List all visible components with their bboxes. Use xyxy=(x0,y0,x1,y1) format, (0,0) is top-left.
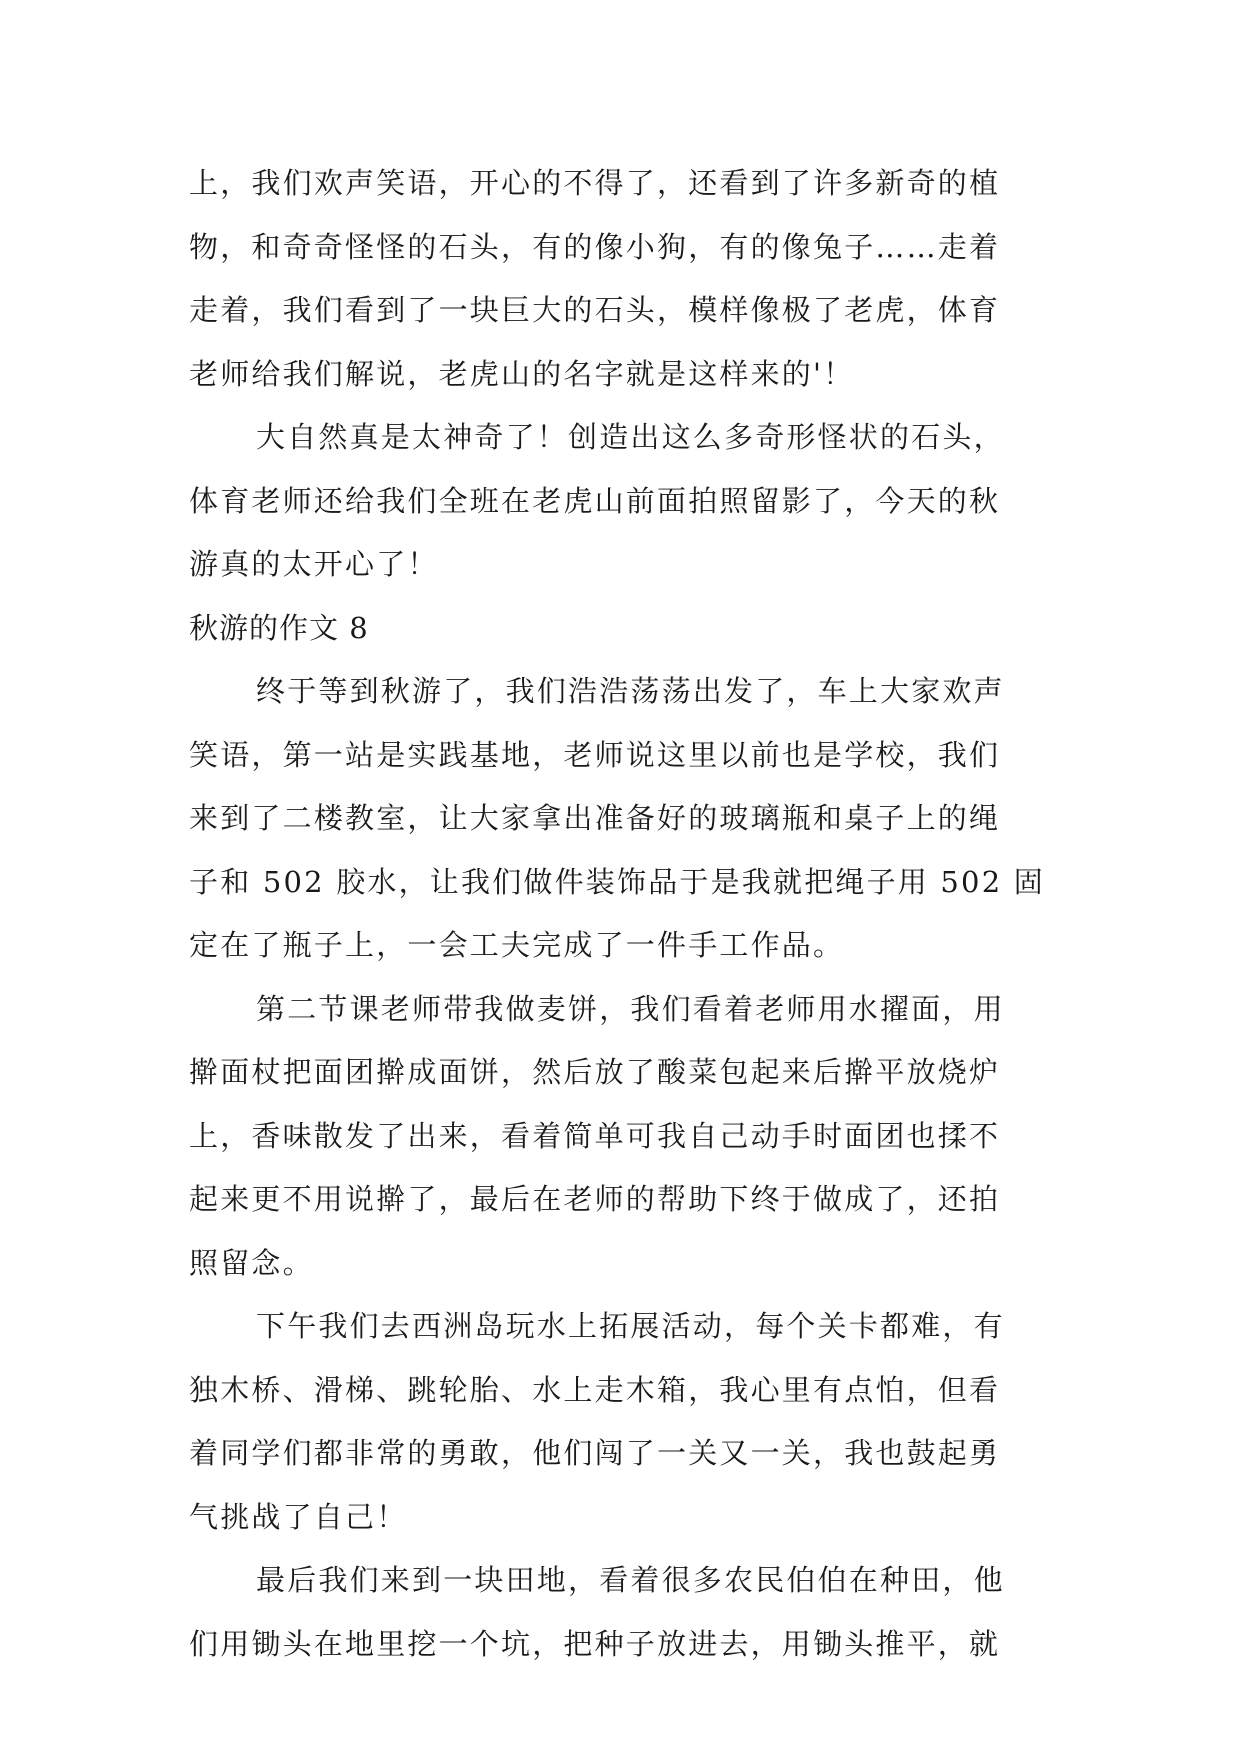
text-line: 们用锄头在地里挖一个坑，把种子放进去，用锄头推平，就 xyxy=(189,1626,1001,1661)
document-page xyxy=(189,152,1057,1676)
section-title: 秋游的作文 8 xyxy=(189,610,369,645)
text-line: 老师给我们解说，老虎山的名字就是这样来的'！ xyxy=(189,356,855,391)
text-line: 上，香味散发了出来，看着简单可我自己动手时面团也揉不 xyxy=(189,1118,1001,1153)
paragraph-start-line: 大自然真是太神奇了！创造出这么多奇形怪状的石头， xyxy=(256,420,1005,454)
text-line: 来到了二楼教室，让大家拿出准备好的玻璃瓶和桌子上的绳 xyxy=(189,801,1001,835)
text-line: 起来更不用说擀了，最后在老师的帮助下终于做成了，还拍 xyxy=(189,1182,1001,1216)
paragraph-start-line: 下午我们去西洲岛玩水上拓展活动，每个关卡都难，有 xyxy=(256,1309,1005,1343)
text-line: 子和 502 胶水，让我们做件装饰品于是我就把绳子用 502 固 xyxy=(189,864,1045,899)
text-line: 照留念。 xyxy=(189,1245,314,1280)
text-line: 定在了瓶子上，一会工夫完成了一件手工作品。 xyxy=(189,928,845,962)
text-line: 游真的太开心了！ xyxy=(189,547,439,581)
text-line: 体育老师还给我们全班在老虎山前面拍照留影了，今天的秋 xyxy=(189,483,1001,518)
text-line: 气挑战了自己！ xyxy=(189,1499,408,1534)
text-line: 走着，我们看到了一块巨大的石头，模样像极了老虎，体育 xyxy=(189,293,1001,327)
text-line: 独木桥、滑梯、跳轮胎、水上走木箱，我心里有点怕，但看 xyxy=(189,1372,1001,1407)
text-line: 上，我们欢声笑语，开心的不得了，还看到了许多新奇的植 xyxy=(189,166,1001,200)
paragraph-start-line: 最后我们来到一块田地，看着很多农民伯伯在种田，他 xyxy=(256,1563,1005,1597)
paragraph-start-line: 第二节课老师带我做麦饼，我们看着老师用水擢面，用 xyxy=(256,991,1005,1026)
paragraph-start-line: 终于等到秋游了，我们浩浩荡荡出发了，车上大家欢声 xyxy=(256,674,1005,708)
text-line: 笑语，第一站是实践基地，老师说这里以前也是学校，我们 xyxy=(189,737,1001,772)
text-line: 着同学们都非常的勇敢，他们闯了一关又一关，我也鼓起勇 xyxy=(189,1436,1001,1470)
text-line: 擀面杖把面团擀成面饼，然后放了酸菜包起来后擀平放烧炉 xyxy=(189,1055,1001,1089)
text-line: 物，和奇奇怪怪的石头，有的像小狗，有的像兔子……走着 xyxy=(189,229,1001,264)
